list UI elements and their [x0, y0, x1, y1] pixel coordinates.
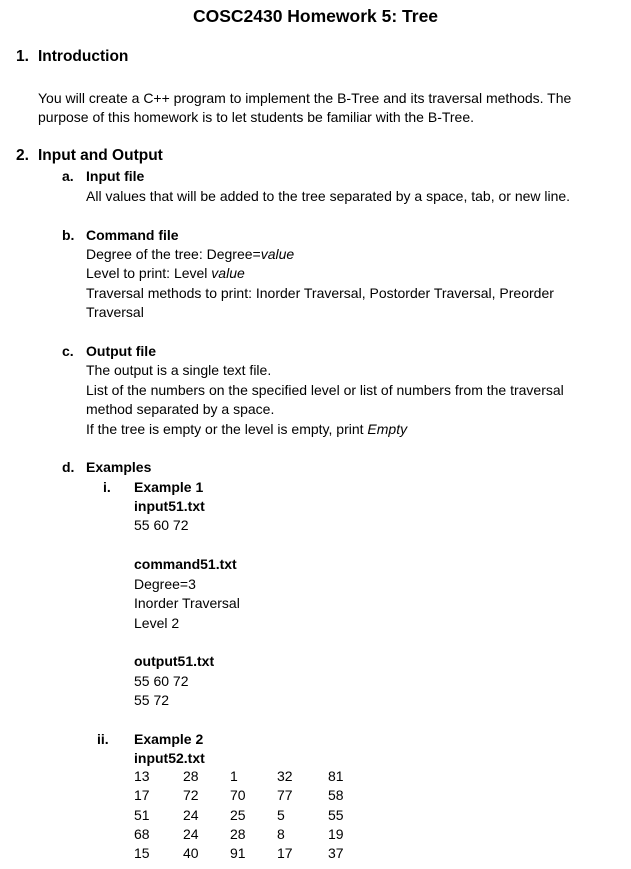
grid-cell: 24: [183, 825, 199, 842]
degree-prefix: Degree of the tree: Degree=: [86, 246, 261, 262]
example-1-output-line: 55 60 72: [134, 673, 189, 689]
subsection-a-heading: Input file: [86, 168, 145, 184]
output-line-4: [86, 420, 407, 440]
subsection-c-heading: Output file: [86, 343, 156, 359]
degree-value: value: [260, 246, 295, 262]
subsection-d-marker: d.: [62, 459, 75, 475]
grid-cell: 5: [277, 806, 285, 823]
grid-cell: 40: [183, 845, 199, 862]
grid-cell: 17: [277, 845, 293, 862]
section-2-number: 2.: [16, 147, 29, 164]
traversal-line-1: Traversal methods to print: Inorder Traversal, Postorder Traversal, Preorder: [86, 285, 554, 301]
intro-line-2: purpose of this homework is to let students be familiar with the B-Tree.: [38, 109, 475, 125]
subsection-c-marker: c.: [62, 343, 74, 359]
output-line-3: method separated by a space.: [86, 401, 275, 417]
empty-keyword: Empty: [367, 421, 408, 437]
grid-cell: 37: [328, 845, 344, 862]
example-1-command-filename: command51.txt: [134, 556, 237, 572]
subsection-b-heading: Command file: [86, 227, 179, 243]
grid-cell: 17: [134, 787, 150, 804]
grid-cell: 28: [183, 768, 199, 784]
subsection-d-heading: Examples: [86, 459, 152, 475]
output-line-1: The output is a single text file.: [86, 362, 272, 378]
grid-cell: 25: [230, 806, 246, 823]
example-1-output-filename: output51.txt: [134, 653, 215, 669]
grid-cell: 24: [183, 806, 199, 823]
level-line: [86, 264, 245, 284]
grid-cell: 55: [328, 806, 344, 823]
grid-cell: 19: [328, 825, 344, 842]
intro-line-1: You will create a C++ program to implement the B-Tree and its traversal methods. The: [38, 90, 572, 106]
grid-cell: 28: [230, 825, 246, 842]
input-file-description: All values that will be added to the tree separated by a space, tab, or new line.: [86, 188, 571, 204]
grid-cell: 15: [134, 845, 150, 862]
example-1-heading: Example 1: [134, 479, 204, 495]
traversal-line-2: Traversal: [86, 304, 144, 320]
output-line-2: List of the numbers on the specified level or list of numbers from the traversal: [86, 382, 564, 398]
grid-cell: 58: [328, 787, 344, 804]
grid-cell: 91: [230, 845, 246, 862]
grid-cell: 1: [230, 768, 238, 784]
grid-cell: 72: [183, 787, 199, 804]
grid-cell: 68: [134, 825, 150, 842]
example-1-output-line: 55 72: [134, 692, 170, 708]
grid-cell: 8: [277, 825, 285, 842]
grid-cell: 51: [134, 806, 150, 823]
grid-cell: 70: [230, 787, 246, 804]
degree-line: [86, 245, 294, 265]
section-1-number: 1.: [16, 48, 29, 65]
example-1-command-line: Inorder Traversal: [134, 595, 240, 611]
level-value: value: [211, 265, 245, 281]
example-2-heading: Example 2: [134, 731, 204, 747]
grid-cell: 13: [134, 768, 150, 784]
output-line-4-prefix: If the tree is empty or the level is empty, print: [86, 421, 368, 437]
example-1-command-line: Level 2: [134, 615, 180, 631]
example-1-input-filename: input51.txt: [134, 498, 205, 514]
example-1-command-line: Degree=3: [134, 576, 196, 592]
subsection-a-marker: a.: [62, 168, 74, 184]
example-1-marker: i.: [103, 479, 111, 495]
level-prefix: Level to print: Level: [86, 265, 212, 281]
grid-cell: 81: [328, 768, 344, 784]
page-title: COSC2430 Homework 5: Tree: [192, 6, 439, 26]
section-1-heading: Introduction: [38, 48, 129, 65]
subsection-b-marker: b.: [62, 227, 75, 243]
grid-cell: 32: [277, 768, 293, 784]
grid-cell: 77: [277, 787, 293, 804]
example-2-marker: ii.: [97, 731, 109, 747]
example-1-input-content: 55 60 72: [134, 517, 189, 533]
example-2-input-filename: input52.txt: [134, 750, 205, 766]
section-2-heading: Input and Output: [38, 147, 163, 164]
